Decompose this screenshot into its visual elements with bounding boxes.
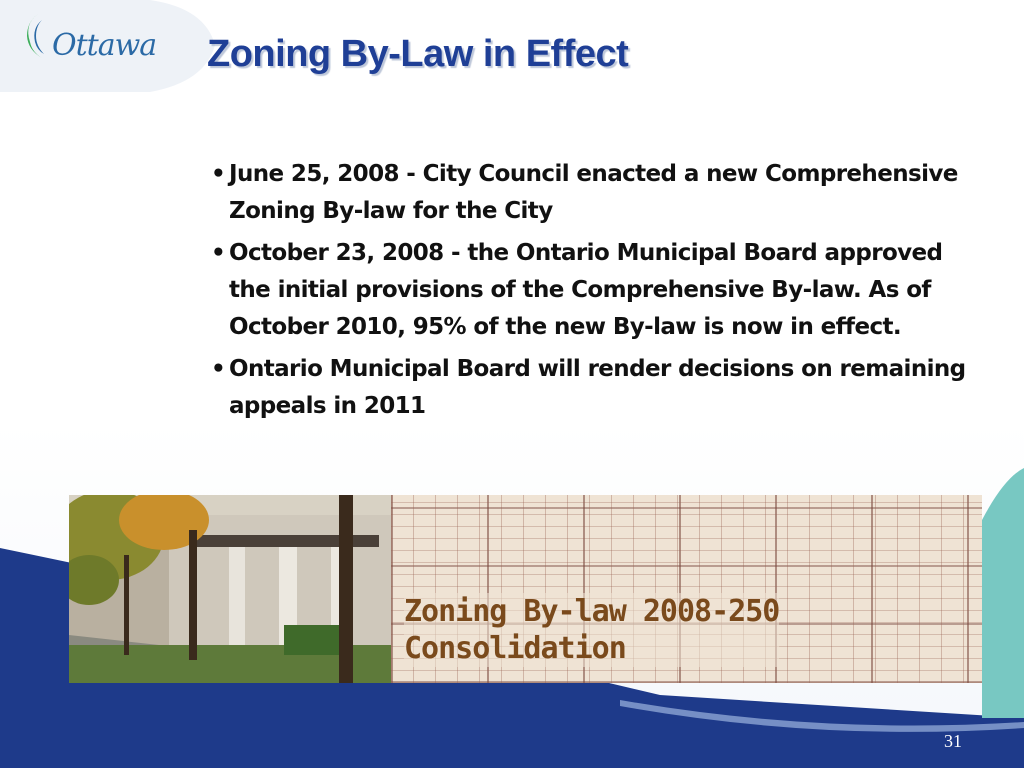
slide-number: 31 — [944, 731, 962, 751]
street-photo — [69, 495, 391, 683]
bullet-item: • Ontario Municipal Board will render decisions on remaining appeals in 2011 — [207, 351, 967, 425]
banner-line-2: Consolidation — [404, 631, 626, 666]
logo-text: Ottawa — [52, 28, 157, 63]
bullet-item: • October 23, 2008 - the Ontario Municipal Board approved the initial provisions of the Comprehensive By-law. As of October 2010, 95% of the new By-law is now in effect. — [207, 235, 967, 346]
bullet-list — [207, 156, 967, 430]
ottawa-logo — [18, 8, 168, 70]
slide-title: Zoning By-Law in Effect — [207, 33, 629, 75]
bullet-item: • June 25, 2008 - City Council enacted a new Comprehensive Zoning By-law for the City — [207, 156, 967, 230]
banner-image — [69, 495, 982, 683]
banner-caption — [404, 593, 779, 667]
banner-line-1: Zoning By-law 2008-250 — [404, 594, 780, 629]
